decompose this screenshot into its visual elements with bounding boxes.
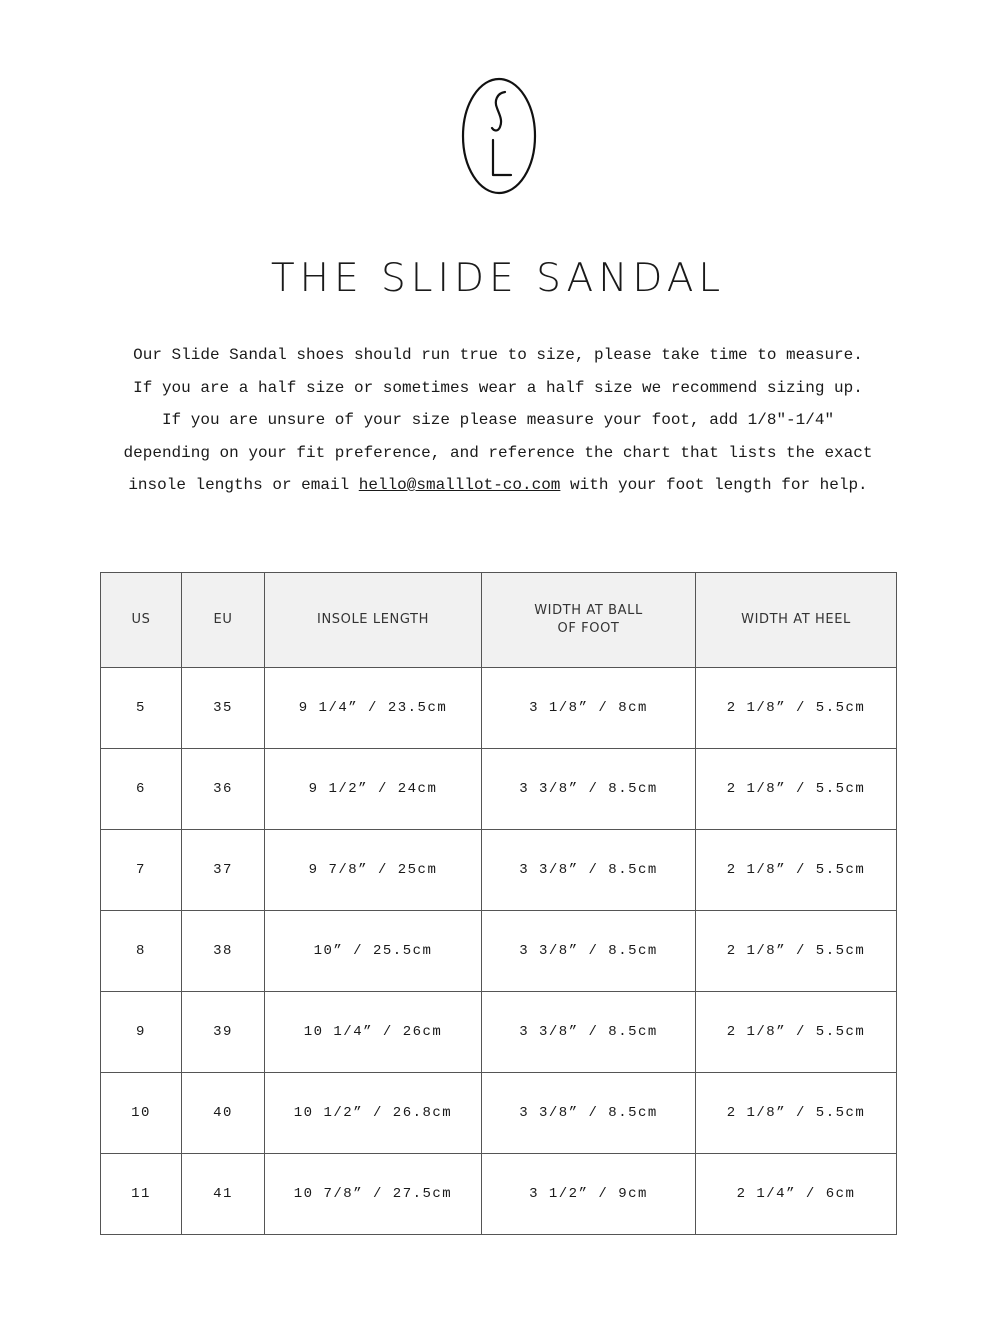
cell-us: 7 (101, 830, 182, 911)
table-row (101, 1073, 897, 1154)
cell-width-at-heel: 2 1/8” / 5.5cm (696, 830, 897, 911)
page-title: THE SLIDE SANDAL (270, 256, 726, 301)
sl-monogram-icon (461, 77, 537, 195)
cell-insole-length: 9 7/8” / 25cm (265, 830, 482, 911)
email-link[interactable]: hello@smalllot-co.com (358, 476, 561, 494)
table-row (101, 992, 897, 1073)
table-row (101, 668, 897, 749)
cell-us: 8 (101, 911, 182, 992)
cell-width-at-heel: 2 1/8” / 5.5cm (696, 911, 897, 992)
cell-width-at-heel: 2 1/8” / 5.5cm (696, 992, 897, 1073)
cell-width-at-heel: 2 1/8” / 5.5cm (696, 1073, 897, 1154)
cell-width-at-heel: 2 1/8” / 5.5cm (696, 668, 897, 749)
cell-width-at-heel: 2 1/8” / 5.5cm (696, 749, 897, 830)
cell-insole-length: 10 7/8” / 27.5cm (265, 1154, 482, 1235)
header-width-at-ball-line2: OF FOOT (557, 621, 620, 636)
cell-us: 9 (101, 992, 182, 1073)
cell-eu: 40 (182, 1073, 265, 1154)
cell-width-at-ball: 3 1/8” / 8cm (482, 668, 696, 749)
table-row (101, 749, 897, 830)
intro-line: If you are unsure of your size please measure your foot, add 1/8"-1/4" (161, 411, 835, 429)
header-eu: EU (182, 573, 265, 668)
intro-line (60, 469, 936, 502)
brand-logo (461, 77, 537, 195)
cell-eu: 35 (182, 668, 265, 749)
cell-eu: 41 (182, 1154, 265, 1235)
header-width-at-heel: WIDTH AT HEEL (696, 573, 897, 668)
cell-width-at-ball: 3 3/8” / 8.5cm (482, 830, 696, 911)
cell-eu: 36 (182, 749, 265, 830)
intro-text-segment: insole lengths or email (128, 476, 359, 494)
cell-eu: 37 (182, 830, 265, 911)
cell-us: 5 (101, 668, 182, 749)
cell-width-at-ball: 3 3/8” / 8.5cm (482, 911, 696, 992)
table-header-row (101, 573, 897, 668)
table-row (101, 911, 897, 992)
table-row (101, 830, 897, 911)
intro-line: Our Slide Sandal shoes should run true to size, please take time to measure. (133, 346, 863, 364)
cell-us: 11 (101, 1154, 182, 1235)
header-us: US (101, 573, 182, 668)
cell-insole-length: 10 1/4” / 26cm (265, 992, 482, 1073)
table-row (101, 1154, 897, 1235)
cell-eu: 38 (182, 911, 265, 992)
intro-line: depending on your fit preference, and reference the chart that lists the exact (123, 443, 873, 462)
header-insole-length: INSOLE LENGTH (265, 573, 482, 668)
cell-us: 10 (101, 1073, 182, 1154)
size-chart-table (100, 572, 897, 1235)
cell-insole-length: 9 1/4” / 23.5cm (265, 668, 482, 749)
cell-insole-length: 9 1/2” / 24cm (265, 749, 482, 830)
cell-width-at-heel: 2 1/4” / 6cm (696, 1154, 897, 1235)
intro-text-segment: with your foot length for help. (560, 476, 868, 494)
intro-text (60, 339, 936, 502)
header-width-at-ball-line1: WIDTH AT BALL (534, 603, 643, 618)
cell-width-at-ball: 3 1/2” / 9cm (482, 1154, 696, 1235)
intro-line: If you are a half size or sometimes wear a half size we recommend sizing up. (133, 378, 863, 397)
header-width-at-ball (482, 573, 696, 668)
cell-insole-length: 10 1/2” / 26.8cm (265, 1073, 482, 1154)
cell-insole-length: 10” / 25.5cm (265, 911, 482, 992)
cell-us: 6 (101, 749, 182, 830)
cell-width-at-ball: 3 3/8” / 8.5cm (482, 1073, 696, 1154)
cell-eu: 39 (182, 992, 265, 1073)
cell-width-at-ball: 3 3/8” / 8.5cm (482, 749, 696, 830)
cell-width-at-ball: 3 3/8” / 8.5cm (482, 992, 696, 1073)
